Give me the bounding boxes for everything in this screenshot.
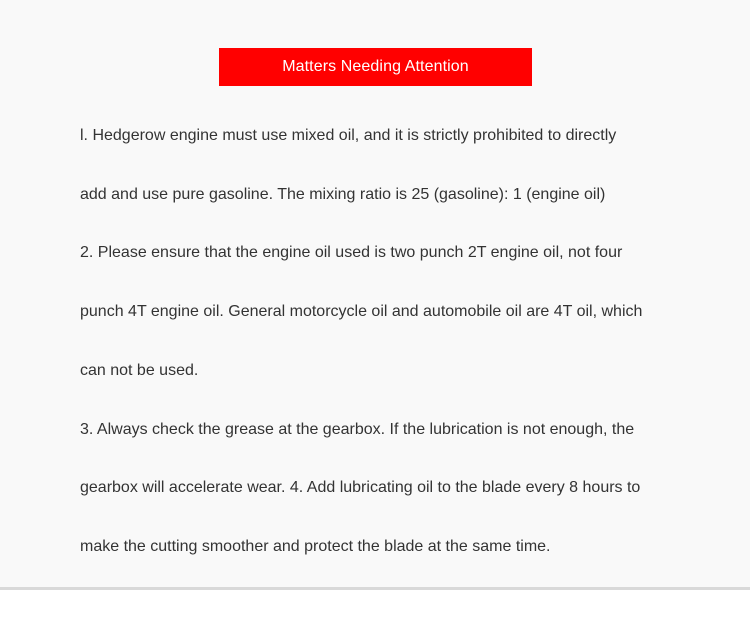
text-line-6: 3. Always check the grease at the gearbox. If the lubrication is not enough, the	[80, 420, 635, 438]
text-line-8: make the cutting smoother and protect the blade at the same time.	[80, 537, 551, 555]
text-line-2: add and use pure gasoline. The mixing ratio is 25 (gasoline): 1 (engine oil)	[80, 185, 606, 203]
section-heading: Matters Needing Attention	[219, 48, 532, 86]
text-line-3: 2. Please ensure that the engine oil used is two punch 2T engine oil, not four	[80, 244, 623, 262]
text-line-1: l. Hedgerow engine must use mixed oil, and it is strictly prohibited to directly	[80, 127, 617, 144]
notes-text-block	[80, 107, 700, 577]
text-line-7: gearbox will accelerate wear. 4. Add lubricating oil to the blade every 8 hours to	[80, 479, 641, 497]
text-line-4: punch 4T engine oil. General motorcycle oil and automobile oil are 4T oil, which	[80, 303, 643, 321]
text-line-5: can not be used.	[80, 361, 199, 379]
